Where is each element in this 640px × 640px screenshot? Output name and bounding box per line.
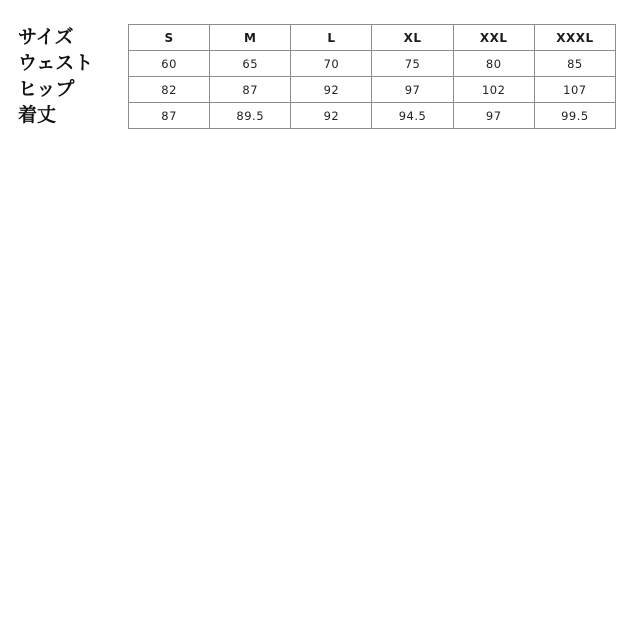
table-cell: 82 — [129, 77, 210, 103]
row-label-size: サイズ — [18, 26, 74, 48]
table-cell: 75 — [372, 51, 453, 77]
table-cell: 60 — [129, 51, 210, 77]
header-cell: XXXL — [534, 25, 615, 51]
table-cell: 85 — [534, 51, 615, 77]
table-cell: 94.5 — [372, 103, 453, 129]
header-cell: S — [129, 25, 210, 51]
header-cell: XL — [372, 25, 453, 51]
table-cell: 99.5 — [534, 103, 615, 129]
row-label-length: 着丈 — [18, 104, 57, 126]
header-cell: M — [210, 25, 291, 51]
table-cell: 65 — [210, 51, 291, 77]
row-label-waist: ウェスト — [18, 52, 94, 74]
table-cell: 89.5 — [210, 103, 291, 129]
table-header-row — [129, 25, 616, 51]
size-table — [128, 24, 616, 129]
table-cell: 70 — [291, 51, 372, 77]
table-cell: 80 — [453, 51, 534, 77]
row-label-column — [18, 24, 128, 128]
table-row — [129, 77, 616, 103]
header-cell: XXL — [453, 25, 534, 51]
table-cell: 87 — [129, 103, 210, 129]
table-row — [129, 103, 616, 129]
header-cell: L — [291, 25, 372, 51]
table-cell: 97 — [453, 103, 534, 129]
table-cell: 87 — [210, 77, 291, 103]
table-cell: 92 — [291, 103, 372, 129]
table-cell: 92 — [291, 77, 372, 103]
table-cell: 107 — [534, 77, 615, 103]
row-label-hip: ヒップ — [18, 78, 75, 100]
table-cell: 97 — [372, 77, 453, 103]
table-cell: 102 — [453, 77, 534, 103]
table-row — [129, 51, 616, 77]
